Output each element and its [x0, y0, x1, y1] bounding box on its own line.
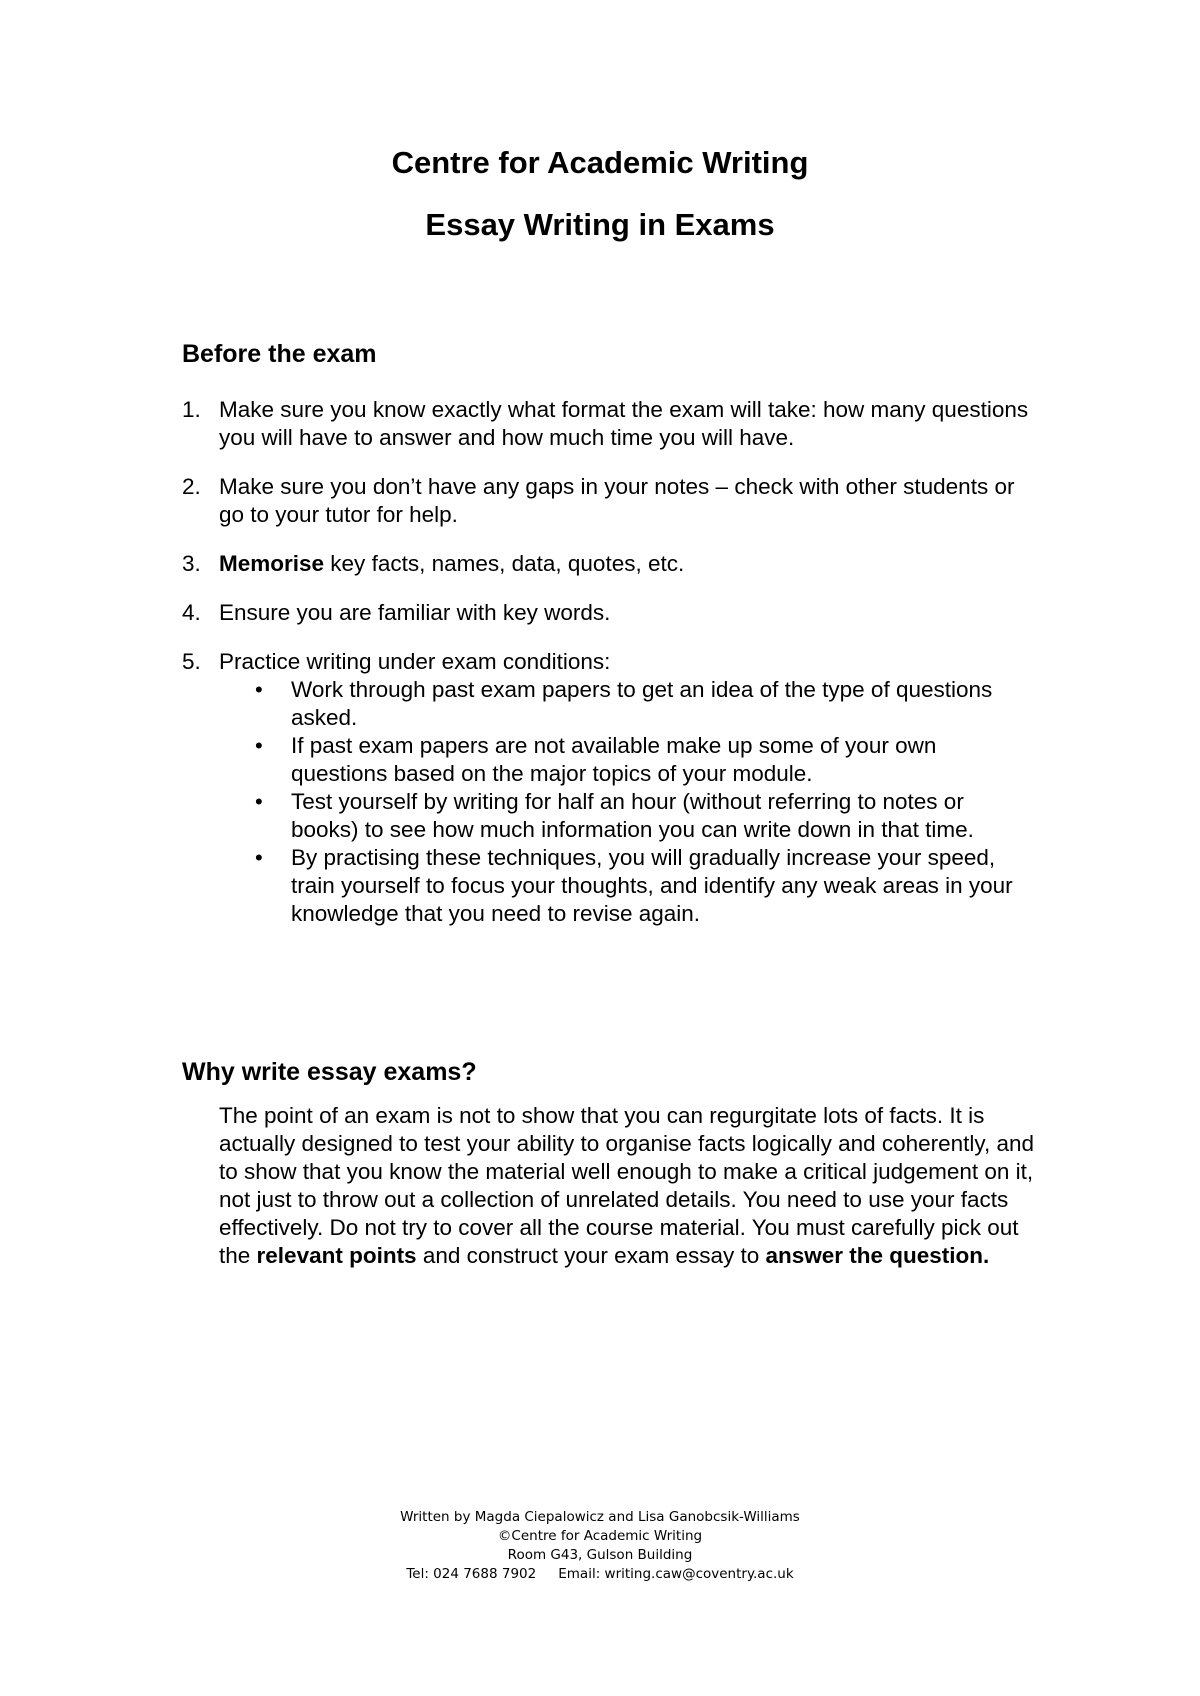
list-text: Practice writing under exam conditions: [219, 649, 611, 674]
list-number: 4. [182, 600, 201, 625]
list-item [182, 648, 1032, 928]
list-number: 2. [182, 474, 201, 499]
list-bold-text: Memorise [219, 551, 325, 576]
footer-email: Email: writing.caw@coventry.ac.uk [558, 1566, 794, 1582]
footer-contact [0, 1565, 1200, 1584]
list-number: 5. [182, 649, 201, 674]
footer [0, 1508, 1200, 1584]
bold-text: answer the question. [765, 1243, 990, 1268]
bullet-item: • By practising these techniques, you will gradually increase your speed, train yourself to focus your thoughts, and identify any weak areas in your knowledge that you need to revise again. [291, 844, 1032, 928]
bullet-item: • If past exam papers are not available make up some of your own questions based on the major topics of your module. [291, 732, 1032, 788]
list-text: Make sure you don’t have any gaps in your notes – check with other students or go to your tutor for help. [219, 474, 1015, 527]
list-item [182, 599, 1032, 627]
footer-tel: Tel: 024 7688 7902 [406, 1566, 537, 1582]
list-text: Ensure you are familiar with key words. [219, 600, 611, 625]
list-number: 1. [182, 397, 201, 422]
bullet-list [219, 676, 1032, 928]
list-item [182, 396, 1032, 452]
org-title: Centre for Academic Writing [391, 145, 809, 180]
before-exam-list [182, 396, 1032, 949]
list-item [182, 473, 1032, 529]
paragraph-text: and construct your exam essay to [416, 1243, 766, 1268]
list-number: 3. [182, 551, 201, 576]
why-write-paragraph [219, 1102, 1049, 1270]
before-exam-heading: Before the exam [182, 340, 377, 368]
footer-room: Room G43, Gulson Building [507, 1547, 693, 1563]
bold-text: relevant points [256, 1243, 417, 1268]
bullet-item: • Test yourself by writing for half an hour (without referring to notes or books) to see how much information you can write down in that time. [291, 788, 1032, 844]
footer-copyright: ©Centre for Academic Writing [497, 1528, 703, 1544]
list-text: key facts, names, data, quotes, etc. [324, 551, 685, 576]
footer-authors: Written by Magda Ciepalowicz and Lisa Ganobcsik-Williams [400, 1509, 800, 1525]
list-item [182, 550, 1032, 578]
paragraph-text: The point of an exam is not to show that you can regurgitate lots of facts. It is actually designed to test your ability to organise facts logically and coherently, and to show that you know the material well enough to make a critical judgement on it, not just to throw out a collection of unrelated details. You need to use your facts effectively. Do not try to cover all the course material. You must carefully pick out the [219, 1103, 1035, 1268]
why-write-heading: Why write essay exams? [182, 1058, 477, 1086]
bullet-item: • Work through past exam papers to get an idea of the type of questions asked. [291, 676, 1032, 732]
list-text: Make sure you know exactly what format the exam will take: how many questions you will have to answer and how much time you will have. [219, 397, 1029, 450]
document-title: Essay Writing in Exams [425, 207, 775, 242]
